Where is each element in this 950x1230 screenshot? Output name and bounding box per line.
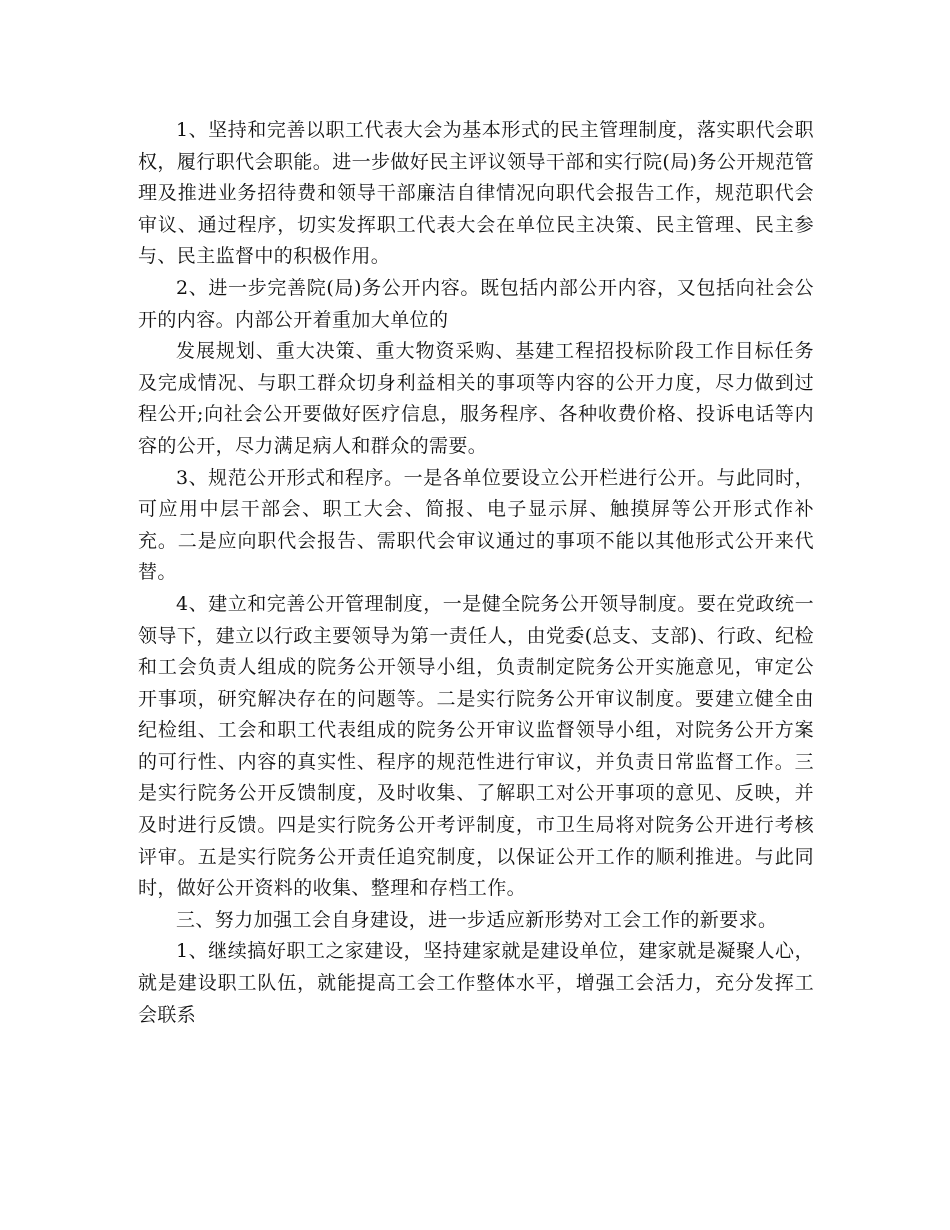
document-body [138, 115, 814, 1031]
paragraph-2: 2、进一步完善院(局)务公开内容。既包括内部公开内容，又包括向社会公开的内容。内部公开着重加大单位的 [138, 276, 814, 331]
paragraph-4: 3、规范公开形式和程序。一是各单位要设立公开栏进行公开。与此同时，可应用中层干部会、职工大会、简报、电子显示屏、触摸屏等公开形式作补充。二是应向职代会报告、需职代会审议通过的事项不能以其他形式公开来代替。 [138, 466, 814, 584]
paragraph-1: 1、坚持和完善以职工代表大会为基本形式的民主管理制度，落实职代会职权，履行职代会职能。进一步做好民主评议领导干部和实行院(局)务公开规范管理及推进业务招待费和领导干部廉洁自律情况向职代会报告工作，规范职代会审议、通过程序，切实发挥职工代表大会在单位民主决策、民主管理、民主参与、民主监督中的积极作用。 [138, 119, 814, 268]
section-heading-3: 三、努力加强工会自身建设，进一步适应新形势对工会工作的新要求。 [176, 908, 778, 931]
paragraph-3: 发展规划、重大决策、重大物资采购、基建工程招投标阶段工作目标任务及完成情况、与职工群众切身利益相关的事项等内容的公开力度，尽力做到过程公开;向社会公开要做好医疗信息，服务程序、各种收费价格、投诉电话等内容的公开，尽力满足病人和群众的需要。 [138, 340, 814, 457]
paragraph-5: 4、建立和完善公开管理制度，一是健全院务公开领导制度。要在党政统一领导下，建立以行政主要领导为第一责任人，由党委(总支、支部)、行政、纪检和工会负责人组成的院务公开领导小组，负责制定院务公开实施意见，审定公开事项，研究解决存在的问题等。二是实行院务公开审议制度。要建立健全由纪检组、工会和职工代表组成的院务公开审议监督领导小组，对院务公开方案的可行性、内容的真实性、程序的规范性进行审议，并负责日常监督工作。三是实行院务公开反馈制度，及时收集、了解职工对公开事项的意见、反映，并及时进行反馈。四是实行院务公开考评制度，市卫生局将对院务公开进行考核评审。五是实行院务公开责任追究制度，以保证公开工作的顺利推进。与此同时，做好公开资料的收集、整理和存档工作。 [138, 592, 814, 900]
paragraph-6: 1、继续搞好职工之家建设，坚持建家就是建设单位，建家就是凝聚人心，就是建设职工队伍，就能提高工会工作整体水平，增强工会活力，充分发挥工会联系 [138, 940, 814, 1026]
